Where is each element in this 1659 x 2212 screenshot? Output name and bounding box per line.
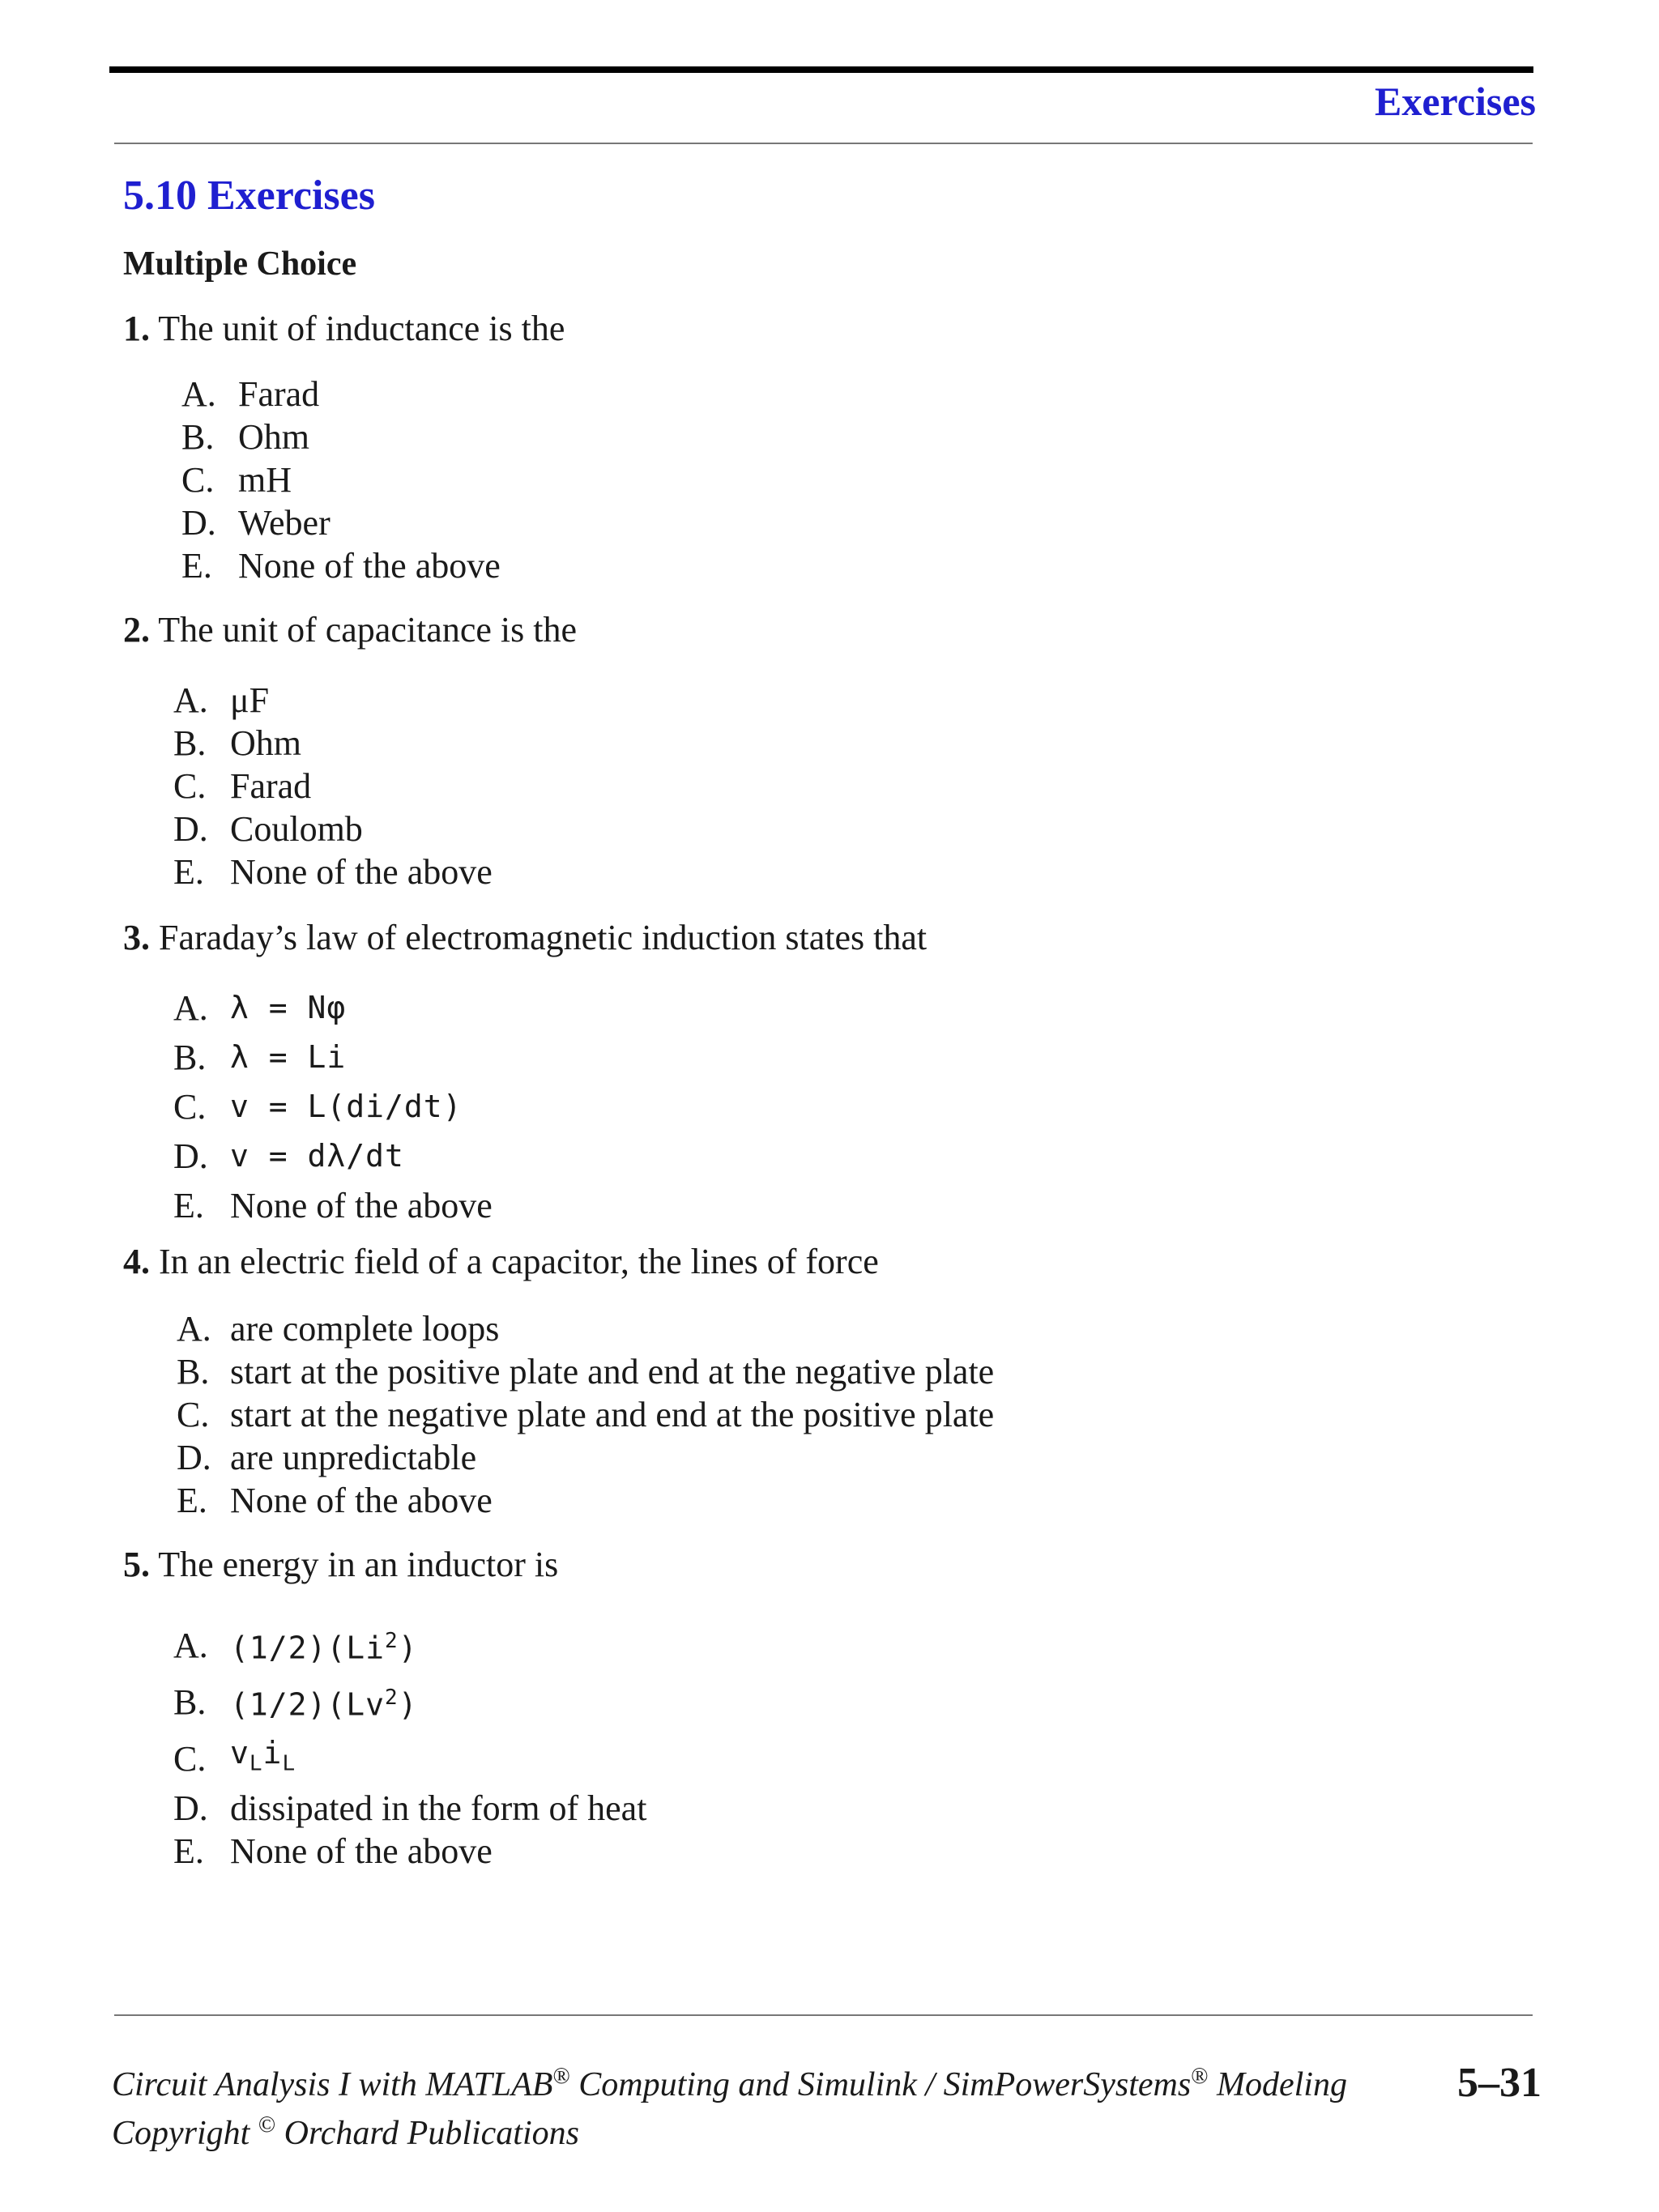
question-text: Faraday’s law of electromagnetic induction states that <box>159 918 928 957</box>
option-a: A. (1/2)(Li$^2$) <box>173 1625 418 1666</box>
option-e: E. None of the above <box>181 546 501 586</box>
header-rule <box>114 143 1533 144</box>
running-header: Exercises <box>1374 79 1536 124</box>
option-e: E. None of the above <box>173 1186 493 1225</box>
question-1-options <box>181 373 501 587</box>
page-number: 5–31 <box>1457 2060 1542 2106</box>
question-number: 3. <box>123 918 150 957</box>
option-c: C. Farad <box>173 766 312 806</box>
question-5-options <box>173 1617 646 1873</box>
subsection-title: Multiple Choice <box>123 245 357 283</box>
option-b: B. Ohm <box>173 723 301 763</box>
option-d: D. are unpredictable <box>177 1438 477 1477</box>
option-a: A. are complete loops <box>177 1309 500 1349</box>
footer-book-title: Circuit Analysis I with MATLAB® Computing and Simulink / SimPowerSystems® Modeling <box>112 2064 1347 2103</box>
option-e: E. None of the above <box>173 852 493 892</box>
option-d: D. Weber <box>181 503 331 543</box>
option-c: C. $v_Li_L$ <box>173 1734 296 1779</box>
question-4-options <box>177 1307 994 1522</box>
option-b: B. λ = Li <box>173 1038 347 1077</box>
question-number: 2. <box>123 610 150 650</box>
option-b: B. Ohm <box>181 417 309 457</box>
question-2 <box>123 609 577 650</box>
option-c: C. mH <box>181 460 292 500</box>
question-5 <box>123 1544 558 1585</box>
footer-rule <box>114 2014 1533 2016</box>
question-number: 5. <box>123 1545 150 1584</box>
question-text: The energy in an inductor is <box>158 1545 559 1584</box>
question-3-options <box>173 983 493 1230</box>
question-2-options <box>173 679 493 893</box>
question-text: The unit of inductance is the <box>158 309 565 348</box>
option-a: A. Farad <box>181 374 320 414</box>
section-title: 5.10 Exercises <box>123 173 375 219</box>
option-e: E. None of the above <box>173 1831 493 1871</box>
option-d: D. Coulomb <box>173 809 363 849</box>
question-4 <box>123 1241 879 1282</box>
question-3 <box>123 917 927 958</box>
option-e: E. None of the above <box>177 1481 493 1520</box>
option-c: C. v = L(di/dt) <box>173 1087 463 1127</box>
option-c: C. start at the negative plate and end at the positive plate <box>177 1395 995 1434</box>
footer-copyright: Copyright © Orchard Publications <box>112 2112 579 2152</box>
question-1 <box>123 308 565 349</box>
option-d: D. v = dλ/dt <box>173 1136 404 1176</box>
option-b: B. (1/2)(Lv$^2$) <box>173 1681 418 1723</box>
option-d: D. dissipated in the form of heat <box>173 1788 647 1828</box>
question-text: In an electric field of a capacitor, the lines of force <box>159 1242 879 1281</box>
top-rule <box>109 66 1533 73</box>
option-b: B. start at the positive plate and end at the negative plate <box>177 1352 995 1392</box>
question-number: 4. <box>123 1242 150 1281</box>
option-a: A. μF <box>173 680 270 720</box>
question-number: 1. <box>123 309 150 348</box>
option-a: A. λ = Nφ <box>173 988 347 1028</box>
question-text: The unit of capacitance is the <box>158 610 577 650</box>
